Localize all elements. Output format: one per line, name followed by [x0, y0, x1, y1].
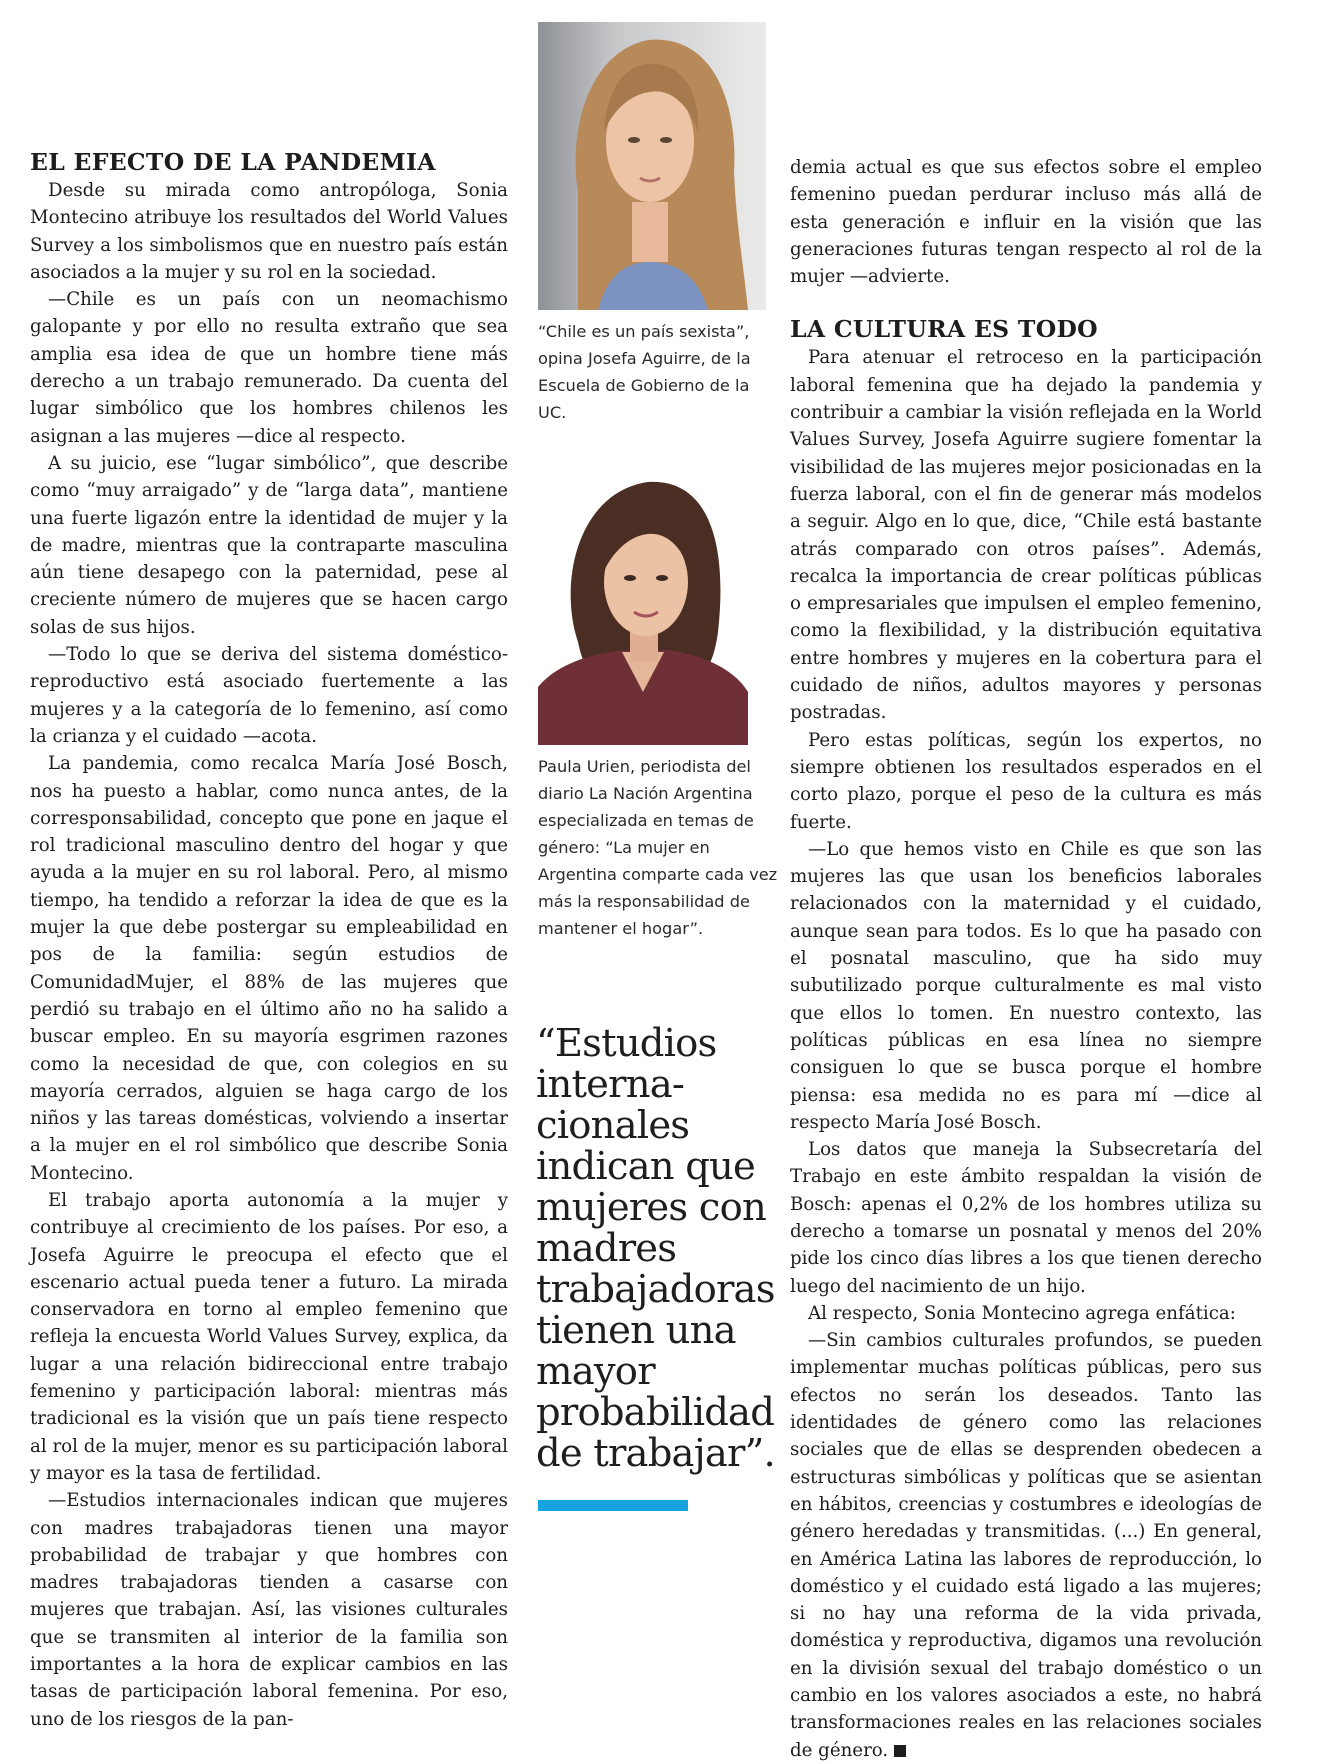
photo-caption-2: Paula Urien, periodista del diario La Nación Argentina especializada en temas de género: “La mujer en Argentina comparte cada vez más la responsabilidad de mantener el hogar”.	[538, 757, 778, 938]
portrait-paula-urien	[538, 462, 748, 745]
body-paragraph: Para atenuar el retroceso en la participación laboral femenina que ha dejado la pandemia y contribuir a cambiar la visión reflejada en la World Values Survey, Josefa Aguirre sugiere fomentar la visibilidad de las mujeres mejor posicionadas en la fuerza laboral, con el fin de generar más modelos a seguir. Algo en lo que, dice, “Chile está bastante atrás comparado con otros países”. Además, recalca la importancia de crear políticas públicas o empresariales que impulsen el empleo femenino, como la flexibilidad, y la distribución equitativa entre hombres y mujeres en la cobertura para el cuidado de niños, adultos mayores y personas postradas.	[790, 347, 1262, 724]
section-heading-cultura: LA CULTURA ES TODO	[790, 315, 1098, 344]
left-column	[30, 147, 508, 1733]
photo-caption-1: “Chile es un país sexista”, opina Josefa Aguirre, de la Escuela de Gobierno de la UC.	[538, 322, 751, 422]
body-paragraph: A su juicio, ese “lugar simbólico”, que describe como “muy arraigado” y de “larga data”, mantiene una fuerte ligazón entre la identidad de mujer y la de madre, mientras que la contraparte masculina aún tiene desapego con la paternidad, pese al creciente número de mujeres que se hacen cargo solas de sus hijos.	[30, 452, 508, 638]
body-paragraph: Al respecto, Sonia Montecino agrega enfática:	[808, 1302, 1236, 1324]
section-heading-pandemia: EL EFECTO DE LA PANDEMIA	[30, 148, 436, 176]
end-of-article-mark	[894, 1745, 906, 1757]
portrait-josefa-aguirre	[538, 22, 766, 310]
pull-quote-line: mayor	[536, 1349, 655, 1394]
accent-bar	[538, 1500, 688, 1511]
pull-quote	[536, 1023, 778, 1474]
body-paragraph: El trabajo aporta autonomía a la mujer y contribuye al crecimiento de los países. Por eso, a Josefa Aguirre le preocupa el efecto que el escenario actual pueda tener a futuro. La mirada conservadora en torno al empleo femenino que refleja la encuesta World Values Survey, explica, da lugar a una relación bidireccional entre trabajo femenino y participación laboral: mientras más tradicional es la visión que un país tiene respecto al rol de la mujer, menor es su participación laboral y mayor es la tasa de fertilidad.	[30, 1189, 508, 1484]
body-paragraph: Desde su mirada como antropóloga, Sonia Montecino atribuye los resultados del World Values Survey a los simbolismos que en nuestro país están asociados a la mujer y su rol en la sociedad.	[30, 180, 508, 283]
pull-quote-line: madres	[536, 1226, 677, 1271]
pull-quote-line: cionales	[536, 1103, 690, 1148]
pull-quote-line: indican que	[536, 1144, 756, 1189]
pull-quote-line: “Estudios	[536, 1021, 717, 1066]
pull-quote-line: de trabajar”.	[536, 1431, 775, 1476]
body-paragraph: —Chile es un país con un neomachismo galopante y por ello no resulta extraño que sea amplia esa idea de que un hombre tiene más derecho a un trabajo remunerado. Da cuenta del lugar simbólico que los hombres chilenos les asignan a las mujeres —dice al respecto.	[30, 289, 508, 447]
continuation-paragraph: demia actual es que sus efectos sobre el empleo femenino puedan perdurar incluso más allá de esta generación e influir en la visión que las generaciones futuras tengan respecto al rol de la mujer —advierte.	[790, 157, 1262, 288]
pull-quote-line: mujeres con	[536, 1185, 766, 1230]
pull-quote-line: trabajadoras	[536, 1267, 775, 1312]
right-column	[790, 154, 1262, 1764]
pull-quote-line: tienen una	[536, 1308, 736, 1353]
body-paragraph: —Todo lo que se deriva del sistema doméstico-reproductivo está asociado fuertemente a las mujeres y a la categoría de lo femenino, así como la crianza y el cuidado —acota.	[30, 644, 508, 747]
final-paragraph-text: —Sin cambios culturales profundos, se pueden implementar muchas políticas públicas, pero sus efectos no serán los deseados. Tanto las identidades de género como las relaciones sociales que de ellas se desprenden obedecen a estructuras simbólicas y políticas que se asientan en hábitos, creencias y costumbres e ideologías de género heredadas y transmitidas. (...) En general, en América Latina las labores de reproducción, lo doméstico y el cuidado está ligado a las mujeres; si no hay una reforma de la vida privada, doméstica y reproductiva, digamos una revolución en la división sexual del trabajo doméstico o un cambio en los valores asociados a este, no habrá transformaciones reales en las relaciones sociales de género.	[790, 1330, 1262, 1761]
body-paragraph: —Lo que hemos visto en Chile es que son las mujeres las que usan los beneficios laborales relacionados con la maternidad y el cuidado, aunque sean para todos. Es lo que ha pasado con el posnatal masculino, que ha sido muy subutilizado porque culturalmente es mal visto que ellos lo tomen. En nuestro contexto, las políticas públicas en esa línea no siempre consiguen lo que se busca porque el hombre piensa: esa medida no es para mí —dice al respecto María José Bosch.	[790, 838, 1262, 1133]
body-paragraph: La pandemia, como recalca María José Bosch, nos ha puesto a hablar, como nunca antes, de la corresponsabilidad, concepto que pone en jaque el rol tradicional masculino dentro del hogar y que ayuda a la mujer en su rol laboral. Pero, al mismo tiempo, ha tendido a reforzar la idea de que es la mujer la que debe postergar su empleabilidad en pos de la familia: según estudios de ComunidadMujer, el 88% de las mujeres que perdió su trabajo en el último año no ha salido a buscar empleo. En su mayoría esgrimen razones como la necesidad de que, con colegios en su mayoría cerrados, alguien se haga cargo de los niños y las tareas domésticas, volviendo a insertar a la mujer en el rol simbólico que describe Sonia Montecino.	[30, 753, 508, 1184]
body-paragraph: —Estudios internacionales indican que mujeres con madres trabajadoras tienen una mayor probabilidad de trabajar y que hombres con madres trabajadoras tienden a casarse con mujeres que trabajan. Así, las visiones culturales que se transmiten al interior de la familia son importantes a la hora de explicar cambios en las tasas de participación laboral femenina. Por eso, uno de los riesgos de la pan-	[30, 1490, 508, 1730]
body-paragraph: Los datos que maneja la Subsecretaría del Trabajo en este ámbito respaldan la visión de Bosch: apenas el 0,2% de los hombres utiliza su derecho a tomarse un posnatal y menos del 20% pide los cinco días libres a los que tienen derecho luego del nacimiento de un hijo.	[790, 1139, 1262, 1297]
pull-quote-line: interna-	[536, 1062, 685, 1107]
body-paragraph: Pero estas políticas, según los expertos, no siempre obtienen los resultados esperados en el corto plazo, porque el peso de la cultura es más fuerte.	[790, 729, 1262, 833]
pull-quote-line: probabilidad	[536, 1390, 775, 1435]
final-paragraph	[790, 1327, 1262, 1764]
